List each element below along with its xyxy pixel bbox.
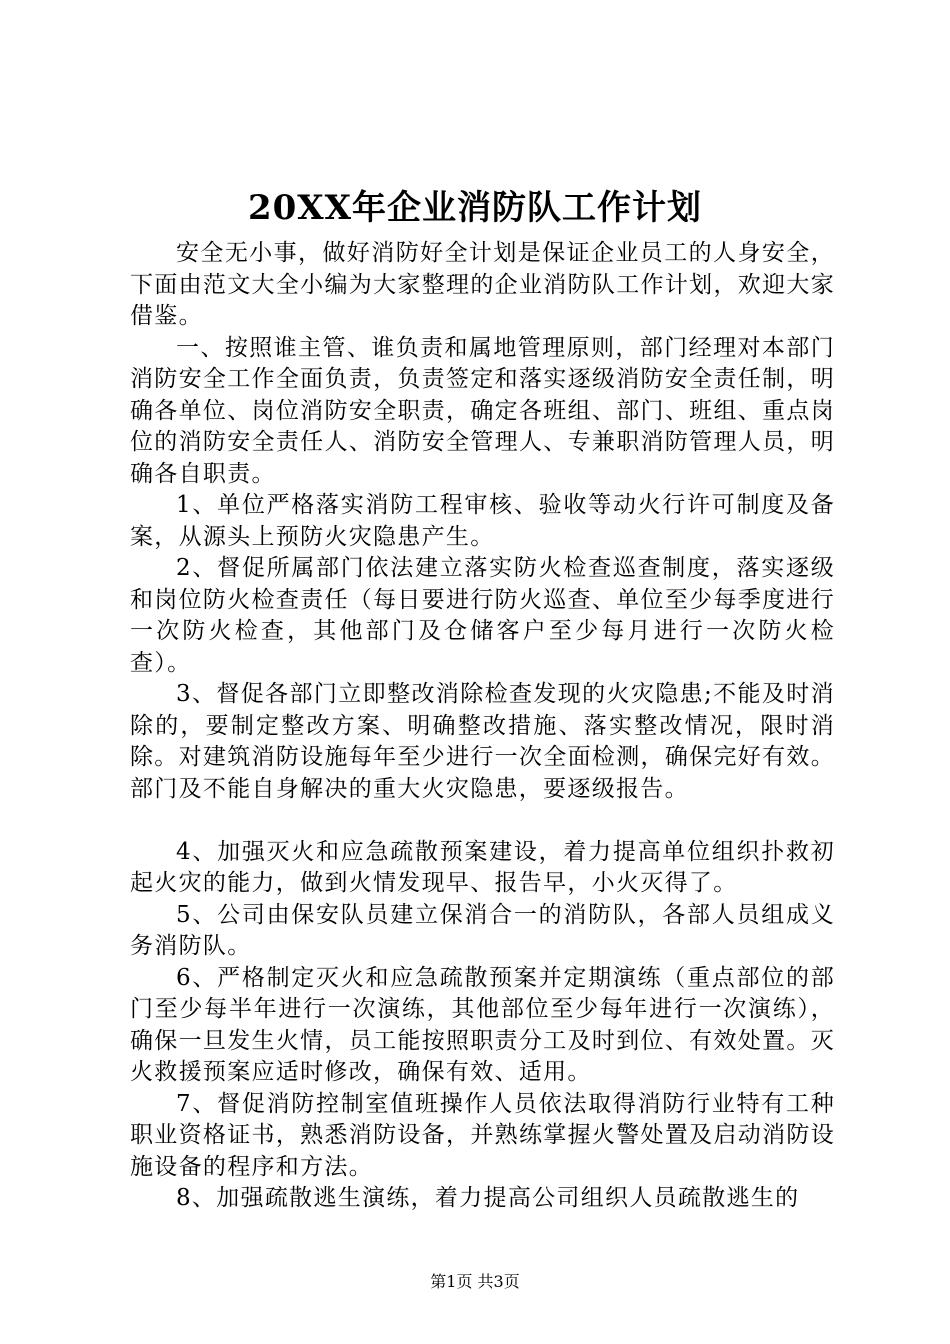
item-5-paragraph: 5、公司由保安队员建立保消合一的消防队，各部人员组成义务消防队。 — [130, 901, 835, 959]
item-1-paragraph: 1、单位严格落实消防工程审核、验收等动火行许可制度及备案，从源头上预防火灾隐患产生。 — [130, 492, 835, 550]
document-title: 20XX年企业消防队工作计划 — [247, 188, 703, 228]
item-3-paragraph: 3、督促各部门立即整改消除检查发现的火灾隐患;不能及时消除的，要制定整改方案、明确整改措施、落实整改情况，限时消除。对建筑消防设施每年至少进行一次全面检测，确保完好有效。部门及不能自身解决的重大火灾隐患，要逐级报告。 — [130, 681, 835, 802]
intro-paragraph: 安全无小事，做好消防好全计划是保证企业员工的人身安全，下面由范文大全小编为大家整理的企业消防队工作计划，欢迎大家借鉴。 — [130, 240, 835, 329]
item-2-paragraph: 2、督促所属部门依法建立落实防火检查巡查制度，落实逐级和岗位防火检查责任（每日要进行防火巡查、单位至少每季度进行一次防火检查，其他部门及仓储客户至少每月进行一次防火检查）。 — [130, 555, 835, 676]
item-4-paragraph: 4、加强灭火和应急疏散预案建设，着力提高单位组织扑救初起火灾的能力，做到火情发现早、报告早，小火灭得了。 — [130, 838, 835, 896]
document-body — [130, 238, 835, 1215]
blank-line — [130, 805, 835, 837]
item-6-paragraph: 6、严格制定灭火和应急疏散预案并定期演练（重点部位的部门至少每半年进行一次演练，其他部位至少每年进行一次演练），确保一旦发生火情，员工能按照职责分工及时到位、有效处置。灭火救援预案应适时修改，确保有效、适用。 — [130, 964, 835, 1085]
item-8-paragraph: 8、加强疏散逃生演练，着力提高公司组织人员疏散逃生的 — [176, 1185, 800, 1211]
section-one-paragraph: 一、按照谁主管、谁负责和属地管理原则，部门经理对本部门消防安全工作全面负责，负责签定和落实逐级消防安全责任制，明确各单位、岗位消防安全职责，确定各班组、部门、班组、重点岗位的消防安全责任人、消防安全管理人、专兼职消防管理人员，明确各自职责。 — [130, 334, 835, 487]
page-number-footer: 第1页 共3页 — [430, 1272, 520, 1291]
item-7-paragraph: 7、督促消防控制室值班操作人员依法取得消防行业特有工种职业资格证书，熟悉消防设备，并熟练掌握火警处置及启动消防设施设备的程序和方法。 — [130, 1090, 835, 1180]
